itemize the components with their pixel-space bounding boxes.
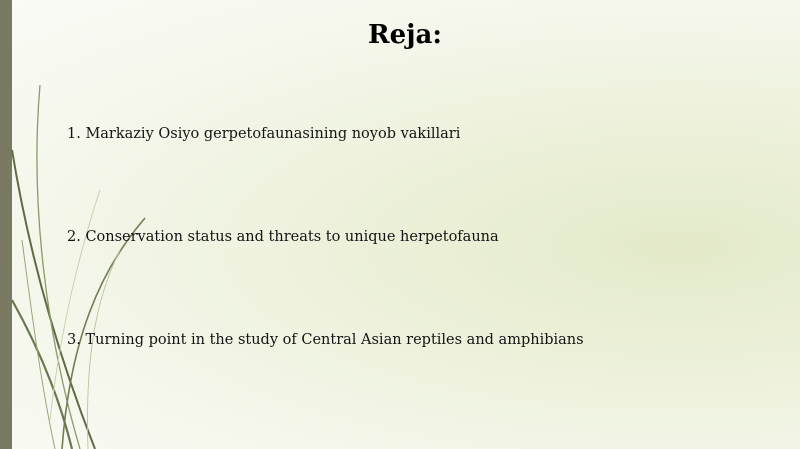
plan-item-1: 1. Markaziy Osiyo gerpetofaunasining noyob vakillari (67, 126, 461, 142)
plan-item-3: 3. Turning point in the study of Central Asian reptiles and amphibians (67, 332, 584, 348)
plan-item-2: 2. Conservation status and threats to unique herpetofauna (67, 229, 499, 245)
slide-title: Reja: (367, 20, 442, 50)
